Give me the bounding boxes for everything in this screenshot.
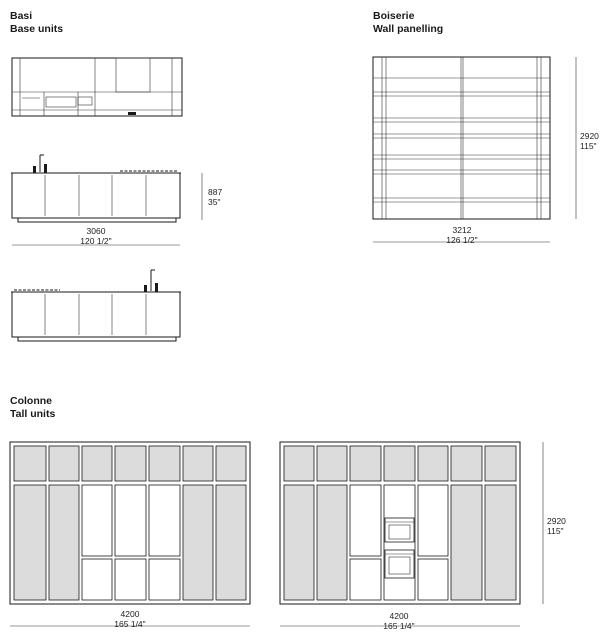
- basi-title-it: Basi: [10, 10, 33, 22]
- base-width-in: 120 1/2": [80, 236, 112, 246]
- wall-width-label: [431, 225, 493, 245]
- base-height-in: 35": [208, 197, 221, 207]
- base-front-elevation-2: [11, 270, 181, 341]
- base-front-elevation-1: [11, 155, 181, 222]
- colonne-title-it: Colonne: [10, 395, 52, 407]
- tall-left-width-in: 165 1/4": [114, 619, 146, 629]
- tall-left-width-mm: 4200: [120, 609, 140, 619]
- tall-units-elevation-right: [280, 442, 520, 604]
- tall-height-label: [547, 516, 566, 536]
- colonne-title-en: Tall units: [10, 408, 56, 420]
- base-width-label: [66, 226, 126, 246]
- wall-width-mm: 3212: [452, 225, 472, 235]
- base-height-label: [208, 187, 222, 207]
- tall-height-mm: 2920: [547, 516, 566, 526]
- tall-right-width-in: 165 1/4": [383, 621, 415, 631]
- tall-left-width-label: [100, 609, 160, 629]
- wall-width-in: 126 1/2": [446, 235, 478, 245]
- tall-right-width-label: [369, 611, 429, 631]
- wall-height-label: [580, 131, 599, 151]
- base-plan-view: [12, 58, 182, 116]
- tall-units-elevation-left: [10, 442, 250, 604]
- boiserie-title-it: Boiserie: [373, 10, 415, 22]
- tall-height-in: 115": [547, 526, 564, 536]
- basi-title-en: Base units: [10, 23, 64, 35]
- boiserie-title-en: Wall panelling: [373, 23, 444, 35]
- wall-height-in: 115": [580, 141, 597, 151]
- base-height-mm: 887: [208, 187, 223, 197]
- wall-panelling-elevation: [373, 57, 550, 219]
- wall-height-mm: 2920: [580, 131, 599, 141]
- tall-right-width-mm: 4200: [389, 611, 409, 621]
- base-width-mm: 3060: [86, 226, 106, 236]
